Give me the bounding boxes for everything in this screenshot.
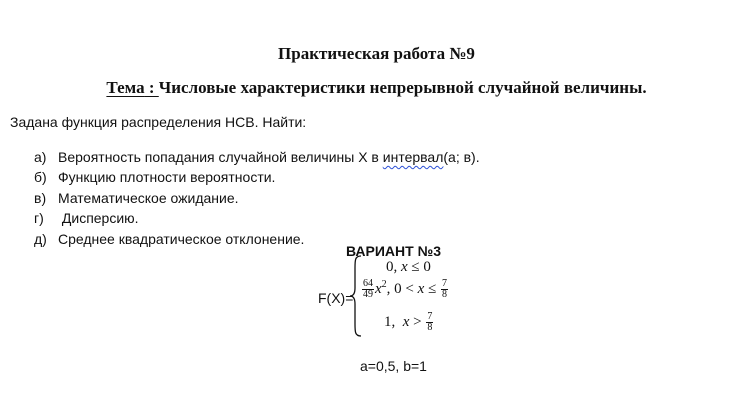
task-text: Дисперсию.: [58, 210, 139, 227]
bound-numerator: 7: [427, 311, 433, 322]
case-third-var: x: [402, 313, 410, 330]
list-marker: а): [34, 149, 47, 165]
case-first-value: 0,: [386, 259, 398, 275]
case-second-var2: x: [417, 281, 425, 297]
list-item: [34, 147, 480, 167]
coefficient-fraction: [362, 279, 374, 300]
bound-fraction: [426, 312, 433, 333]
topic-separator: :: [144, 78, 159, 97]
list-item: [34, 208, 480, 228]
task-text: Функцию плотности вероятности.: [58, 169, 276, 186]
task-text: Математическое ожидание.: [58, 189, 239, 206]
list-marker: г): [34, 210, 44, 227]
list-marker: б): [34, 169, 47, 186]
coefficient-denominator: 49: [363, 289, 373, 301]
list-marker: д): [34, 230, 47, 247]
coefficient-numerator: 64: [363, 278, 373, 290]
bound-fraction: [441, 279, 448, 300]
case-second-var: x: [375, 281, 382, 297]
document-topic: [0, 78, 753, 98]
case-second: [361, 279, 449, 300]
topic-text: Числовые характеристики непрерывной случайной величины.: [158, 78, 647, 97]
case-third-relation: >: [409, 313, 426, 330]
function-label: F(X)=: [318, 290, 354, 306]
case-second-separator: , 0 <: [386, 281, 418, 297]
parameters-text: a=0,5, b=1: [360, 358, 427, 374]
task-list: [34, 147, 480, 249]
bound-denominator: 8: [427, 322, 433, 333]
case-first: [386, 259, 431, 276]
case-second-relation: ≤: [424, 281, 441, 297]
list-item: [34, 188, 480, 208]
bound-numerator: 7: [442, 278, 448, 290]
exponent: 2: [381, 279, 387, 290]
task-text: Вероятность попадания случайной величины Х в: [58, 149, 383, 165]
task-text: Среднее квадратическое отклонение.: [58, 230, 305, 247]
case-first-relation: ≤ 0: [407, 259, 431, 275]
document-title: Практическая работа №9: [278, 44, 475, 63]
task-text-end: (а; в).: [443, 149, 480, 165]
variant-heading: ВАРИАНТ №3: [346, 243, 441, 259]
topic-prefix: Тема: [106, 78, 145, 97]
bound-denominator: 8: [442, 289, 448, 301]
case-third: [384, 312, 434, 333]
list-marker: в): [34, 189, 47, 206]
list-item: [34, 167, 480, 187]
intro-text: Задана функция распределения НСВ. Найти:: [10, 114, 307, 130]
case-first-var: x: [401, 259, 408, 275]
task-underlined-word: интервал: [382, 149, 444, 165]
case-third-value: 1,: [384, 313, 403, 330]
